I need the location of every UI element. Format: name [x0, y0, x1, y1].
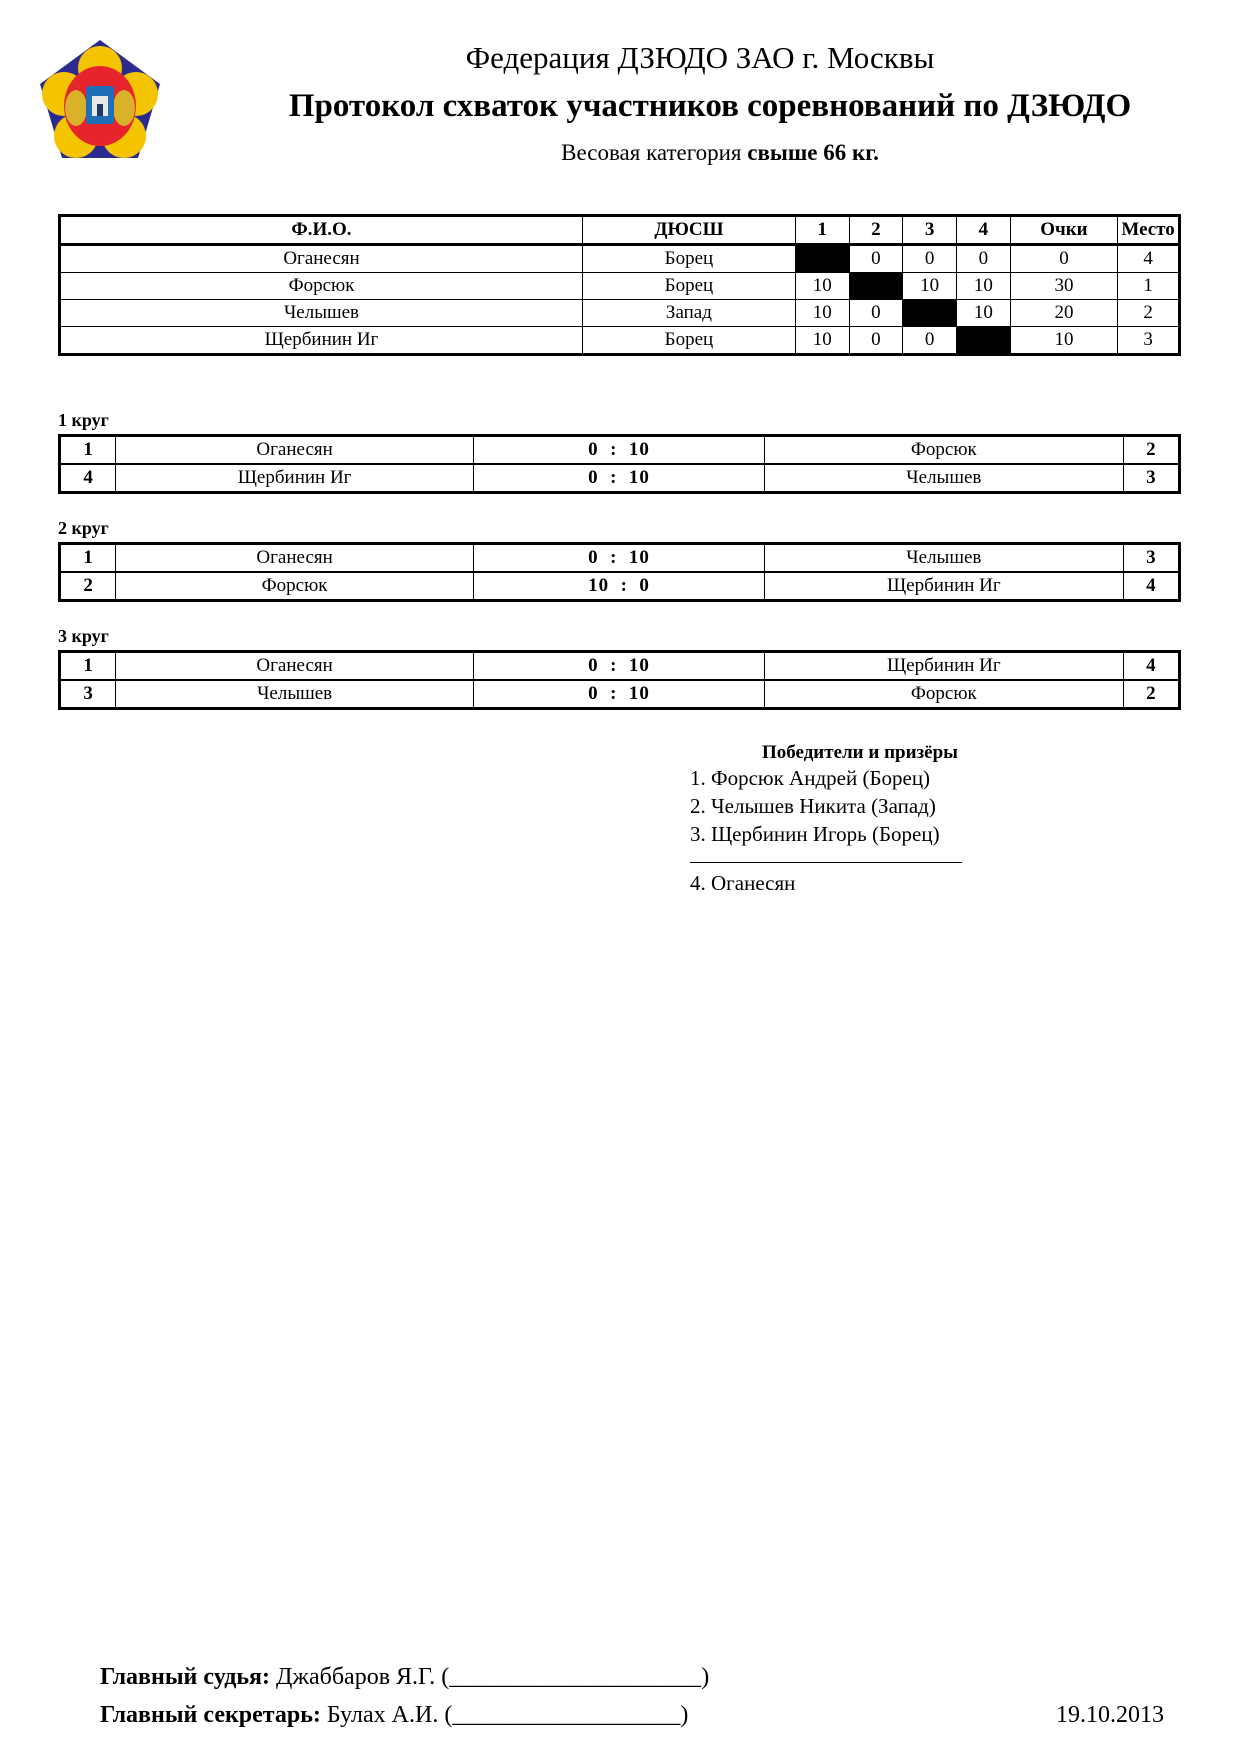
bout-number-right: 3 — [1123, 464, 1179, 493]
points-cell: 30 — [1010, 273, 1117, 300]
col-header-4: 4 — [957, 216, 1011, 245]
result-cell: 0 — [903, 327, 957, 355]
bout-player-left: Оганесян — [116, 544, 474, 573]
winners-block — [690, 742, 1020, 897]
chief-secretary-value: Булах А.И. (___________________) — [326, 1702, 689, 1728]
round-1-label: 1 круг — [58, 410, 109, 430]
page-title: Протокол схваток участников соревнований по ДЗЮДО — [288, 88, 1132, 124]
chief-secretary-label: Главный секретарь: — [100, 1702, 321, 1728]
bout-score: 0 : 10 — [474, 436, 765, 465]
self-cell — [795, 245, 849, 273]
round-2-table — [58, 542, 1181, 602]
bout-row — [60, 544, 1180, 573]
other-participant-item: 4. Оганесян — [690, 871, 796, 895]
place-cell: 1 — [1118, 273, 1180, 300]
federation-logo-icon — [36, 38, 164, 166]
bout-player-left: Оганесян — [116, 652, 474, 681]
bout-row — [60, 652, 1180, 681]
bout-number-right: 4 — [1123, 572, 1179, 601]
place-cell: 2 — [1118, 300, 1180, 327]
bout-number-left: 1 — [60, 652, 116, 681]
result-cell: 10 — [795, 327, 849, 355]
result-cell: 10 — [957, 300, 1011, 327]
bout-score: 0 : 10 — [474, 544, 765, 573]
bout-player-right: Челышев — [764, 544, 1123, 573]
winner-item: 1. Форсюк Андрей (Борец) — [690, 766, 931, 790]
participant-club: Борец — [583, 327, 796, 355]
col-header-2: 2 — [849, 216, 903, 245]
bout-number-left: 2 — [60, 572, 116, 601]
bout-row — [60, 572, 1180, 601]
result-cell: 10 — [903, 273, 957, 300]
place-cell: 3 — [1118, 327, 1180, 355]
document-date: 19.10.2013 — [1056, 1702, 1164, 1728]
weight-category-label: Весовая категория — [561, 140, 742, 165]
winners-title: Победители и призёры — [761, 742, 959, 763]
participant-club: Борец — [583, 273, 796, 300]
weight-category — [450, 140, 990, 166]
self-cell — [903, 300, 957, 327]
result-cell: 0 — [849, 245, 903, 273]
result-cell: 10 — [795, 300, 849, 327]
table-header-row — [60, 216, 1180, 245]
col-header-place: Место — [1118, 216, 1180, 245]
chief-judge-line — [100, 1664, 709, 1691]
col-header-club: ДЮСШ — [583, 216, 796, 245]
bout-player-left: Форсюк — [116, 572, 474, 601]
bout-row — [60, 464, 1180, 493]
self-cell — [957, 327, 1011, 355]
bout-number-left: 1 — [60, 436, 116, 465]
table-row — [60, 327, 1180, 355]
bout-player-right: Форсюк — [764, 680, 1123, 709]
bout-number-left: 3 — [60, 680, 116, 709]
bout-row — [60, 436, 1180, 465]
chief-judge-value: Джаббаров Я.Г. (_____________________) — [276, 1664, 710, 1690]
result-cell: 10 — [957, 273, 1011, 300]
participant-club: Борец — [583, 245, 796, 273]
round-2-label: 2 круг — [58, 518, 109, 538]
winners-separator — [690, 848, 962, 863]
points-cell: 0 — [1010, 245, 1117, 273]
bout-score: 0 : 10 — [474, 680, 765, 709]
self-cell — [849, 273, 903, 300]
col-header-points: Очки — [1010, 216, 1117, 245]
participant-name: Челышев — [60, 300, 583, 327]
bout-score: 0 : 10 — [474, 464, 765, 493]
bout-number-right: 4 — [1123, 652, 1179, 681]
bout-player-right: Щербинин Иг — [764, 572, 1123, 601]
bout-number-left: 4 — [60, 464, 116, 493]
col-header-name: Ф.И.О. — [60, 216, 583, 245]
result-cell: 0 — [903, 245, 957, 273]
round-3-table — [58, 650, 1181, 710]
bout-number-right: 2 — [1123, 680, 1179, 709]
bout-score: 10 : 0 — [474, 572, 765, 601]
weight-category-value: свыше 66 кг. — [747, 140, 879, 165]
bout-player-left: Оганесян — [116, 436, 474, 465]
participant-name: Оганесян — [60, 245, 583, 273]
place-cell: 4 — [1118, 245, 1180, 273]
chief-secretary-line — [100, 1702, 688, 1729]
winner-item: 3. Щербинин Игорь (Борец) — [690, 822, 940, 846]
bout-player-right: Форсюк — [764, 436, 1123, 465]
col-header-1: 1 — [795, 216, 849, 245]
bout-number-left: 1 — [60, 544, 116, 573]
chief-judge-label: Главный судья: — [100, 1664, 271, 1690]
federation-name: Федерация ДЗЮДО ЗАО г. Москвы — [465, 40, 935, 75]
result-cell: 0 — [957, 245, 1011, 273]
participant-name: Щербинин Иг — [60, 327, 583, 355]
table-row — [60, 273, 1180, 300]
bout-row — [60, 680, 1180, 709]
result-cell: 0 — [849, 327, 903, 355]
round-1-table — [58, 434, 1181, 494]
col-header-3: 3 — [903, 216, 957, 245]
round-3-label: 3 круг — [58, 626, 109, 646]
participant-name: Форсюк — [60, 273, 583, 300]
bout-player-right: Челышев — [764, 464, 1123, 493]
participant-club: Запад — [583, 300, 796, 327]
result-cell: 0 — [849, 300, 903, 327]
standings-table — [58, 214, 1181, 356]
points-cell: 20 — [1010, 300, 1117, 327]
winner-item: 2. Челышев Никита (Запад) — [690, 794, 936, 818]
result-cell: 10 — [795, 273, 849, 300]
table-row — [60, 300, 1180, 327]
bout-number-right: 3 — [1123, 544, 1179, 573]
bout-number-right: 2 — [1123, 436, 1179, 465]
table-row — [60, 245, 1180, 273]
points-cell: 10 — [1010, 327, 1117, 355]
bout-player-left: Щербинин Иг — [116, 464, 474, 493]
bout-score: 0 : 10 — [474, 652, 765, 681]
bout-player-left: Челышев — [116, 680, 474, 709]
bout-player-right: Щербинин Иг — [764, 652, 1123, 681]
